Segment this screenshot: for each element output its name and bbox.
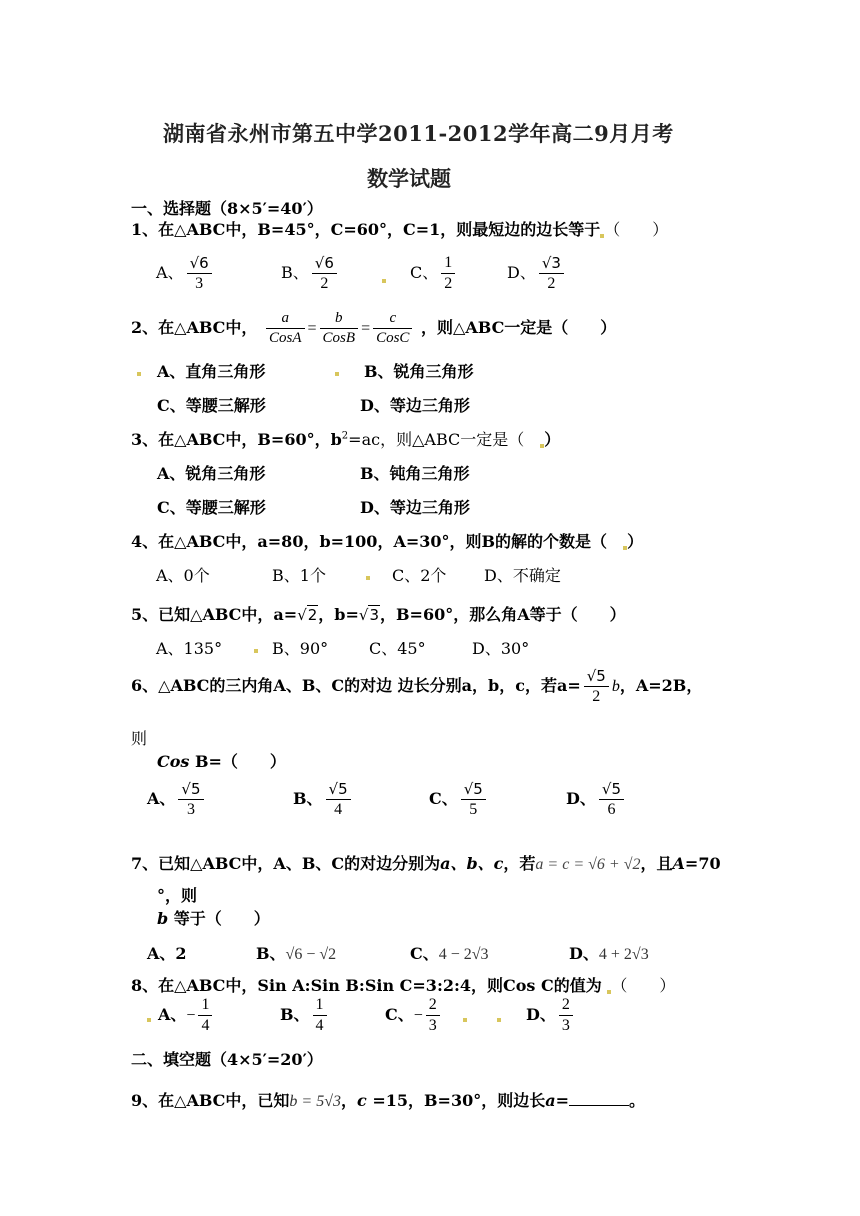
question-4-text: 4、在△ABC中，a=80，b=100，A=30°，则B的解的个数是（ — [131, 532, 608, 551]
question-7-line2: °，则 — [157, 886, 198, 905]
fraction — [312, 254, 337, 293]
numerator: 2 — [426, 996, 440, 1016]
q6-option-d — [566, 780, 627, 819]
option-expr: √6 − √2 — [285, 946, 337, 963]
mark-dot — [254, 649, 258, 653]
question-7-lead: 7、已知△ABC中，A、B、C的对边分别为 — [131, 854, 441, 873]
option-label: D、 — [566, 789, 596, 808]
paren-close: ） — [544, 430, 561, 449]
question-9-mid2: =15，B=30°，则边长 — [366, 1091, 546, 1110]
q2-option-c: C、等腰三解形 — [157, 396, 266, 415]
denominator: 4 — [201, 1017, 210, 1034]
question-5-mid: ，b= — [318, 605, 359, 624]
section-heading-fill: 二、填空题（4×5′=20′） — [131, 1050, 323, 1069]
q3-option-c: C、等腰三解形 — [157, 498, 266, 517]
q5-option-a: A、135° — [156, 639, 223, 658]
option-label: B、 — [256, 944, 286, 963]
option-label: A、 — [156, 263, 184, 282]
fraction — [320, 310, 359, 347]
denominator: 3 — [186, 801, 195, 818]
question-7-tail: ，且 — [640, 854, 673, 873]
numerator: c — [373, 310, 412, 329]
denominator: 6 — [607, 801, 616, 818]
denominator: 4 — [334, 801, 343, 818]
mark-dot — [147, 1018, 151, 1022]
equals-sign: = — [361, 320, 371, 337]
q8-option-c — [385, 996, 443, 1035]
q2-option-b: B、锐角三角形 — [364, 362, 474, 381]
fraction — [178, 780, 203, 819]
question-8 — [131, 973, 675, 996]
fraction — [539, 254, 564, 293]
question-3 — [131, 427, 560, 450]
question-2-lead: 2、在△ABC中， — [131, 318, 258, 337]
q6-option-c — [429, 780, 489, 819]
option-label: A、 — [147, 789, 176, 808]
fraction — [559, 996, 573, 1035]
numerator: 2 — [559, 996, 573, 1016]
question-9-expr: b = 5√3 — [289, 1093, 341, 1110]
radicand: 2 — [307, 606, 318, 624]
fraction — [599, 780, 624, 819]
q8-option-d — [526, 996, 576, 1035]
question-2 — [131, 310, 616, 347]
option-label: B、 — [293, 789, 323, 808]
question-1 — [131, 217, 668, 240]
fraction — [313, 996, 327, 1035]
mark-dot — [497, 1018, 501, 1022]
q2-option-d: D、等边三角形 — [360, 396, 470, 415]
option-label: B、 — [281, 263, 309, 282]
fraction — [373, 310, 412, 347]
mark-dot — [335, 372, 339, 376]
paren-close: （ ） — [611, 976, 676, 995]
question-6-line3 — [157, 749, 286, 772]
numerator: √5 — [178, 780, 203, 800]
question-1-paren: （ ） — [604, 220, 669, 239]
page-subtitle: 数学试题 — [367, 166, 451, 191]
denominator: CosB — [322, 330, 356, 346]
denominator: 3 — [195, 275, 204, 292]
paren-close: ） — [627, 532, 644, 551]
option-label: D、 — [569, 944, 599, 963]
fraction — [461, 780, 486, 819]
q3-option-d: D、等边三角形 — [360, 498, 470, 517]
question-6-lead: 6、△ABC的三内角A、B、C的对边 边长分别a，b，c，若a= — [131, 676, 581, 695]
denominator: CosA — [269, 330, 302, 346]
denominator: 3 — [561, 1017, 570, 1034]
question-5 — [131, 602, 626, 625]
option-label: A、 — [158, 1005, 187, 1024]
numerator: √6 — [312, 254, 337, 274]
equals-sign: = — [307, 320, 317, 337]
q4-option-c: C、2个 — [392, 566, 447, 585]
numerator: a — [266, 310, 305, 329]
numerator: 1 — [441, 254, 455, 274]
numerator: √5 — [599, 780, 624, 800]
option-label: D、 — [507, 263, 536, 282]
q3-option-b: B、钝角三角形 — [360, 464, 470, 483]
denominator: CosC — [376, 330, 410, 346]
variable-c: c — [357, 1091, 367, 1110]
question-6-line3-tail: B=（ ） — [189, 752, 286, 771]
denominator: 2 — [547, 275, 556, 292]
option-label: B、 — [280, 1005, 310, 1024]
option-label: C、 — [429, 789, 458, 808]
question-9-end: 。 — [629, 1091, 646, 1110]
numerator: 1 — [313, 996, 327, 1016]
q6-option-b — [293, 780, 354, 819]
q5-option-c: C、45° — [369, 639, 426, 658]
q7-option-c — [410, 941, 489, 964]
sqrt-2: √2 — [297, 606, 318, 624]
variable-b: b — [157, 909, 169, 928]
question-6-line2: 则 — [131, 729, 148, 748]
variable-b: b — [611, 678, 620, 695]
fraction — [441, 254, 455, 293]
question-7-line3-tail: 等于（ ） — [168, 909, 270, 928]
denominator: 2 — [592, 688, 601, 705]
q3-option-a: A、锐角三角形 — [157, 464, 266, 483]
option-expr: 4 + 2√3 — [598, 946, 649, 963]
q4-option-b: B、1个 — [272, 566, 326, 585]
option-expr: 4 − 2√3 — [438, 946, 489, 963]
fraction — [266, 310, 305, 347]
question-4 — [131, 529, 643, 552]
fraction — [584, 667, 609, 706]
question-9-lead: 9、在△ABC中，已知 — [131, 1091, 290, 1110]
question-7-vars: a、b、c — [440, 854, 504, 873]
question-5-tail: ，B=60°，那么角A等于（ ） — [380, 605, 626, 624]
question-9 — [131, 1088, 645, 1111]
denominator: 2 — [444, 275, 453, 292]
q7-option-d — [569, 941, 649, 964]
denominator: 5 — [469, 801, 478, 818]
question-9-mid: ， — [341, 1091, 358, 1110]
denominator: 3 — [428, 1017, 437, 1034]
question-1-text: 1、在△ABC中，B=45°，C=60°，C=1，则最短边的边长等于 — [131, 220, 601, 239]
q1-option-c — [410, 254, 458, 293]
option-label: A、2 — [147, 944, 187, 963]
answer-blank[interactable] — [569, 1091, 629, 1106]
sqrt-3: √3 — [358, 606, 380, 624]
question-5-lead: 5、已知△ABC中，a= — [131, 605, 298, 624]
variable-a: a — [545, 1091, 556, 1110]
q7-option-a — [147, 941, 187, 964]
numerator: √5 — [326, 780, 351, 800]
option-label: C、 — [410, 263, 439, 282]
q4-option-a: A、0个 — [156, 566, 210, 585]
minus-sign: − — [413, 1007, 423, 1024]
denominator: 4 — [315, 1017, 324, 1034]
question-9-tail: = — [555, 1091, 569, 1110]
variable-a-angle: A — [672, 854, 685, 873]
question-3-tail: =ac，则△ABC一定是（ — [348, 430, 525, 449]
numerator: √3 — [539, 254, 564, 274]
q1-option-b — [281, 254, 340, 293]
question-6-tail: ，A=2B， — [619, 676, 703, 695]
question-7-mid: ，若 — [503, 854, 536, 873]
section-heading-choice: 一、选择题（8×5′=40′） — [131, 199, 323, 218]
numerator: b — [320, 310, 359, 329]
question-7-line3 — [157, 906, 270, 929]
mark-dot — [382, 279, 386, 283]
q4-option-d: D、不确定 — [484, 566, 561, 585]
numerator: 1 — [198, 996, 212, 1016]
option-label: C、 — [385, 1005, 414, 1024]
fraction — [187, 254, 212, 293]
question-7-expr: a = c = √6 + √2 — [535, 856, 641, 873]
option-label: D、 — [526, 1005, 556, 1024]
numerator: √5 — [461, 780, 486, 800]
numerator: √5 — [584, 667, 609, 687]
question-6 — [131, 667, 702, 706]
question-3-lead: 3、在△ABC中，B=60°，b — [131, 430, 342, 449]
radicand: 3 — [369, 606, 380, 624]
q5-option-d: D、30° — [472, 639, 530, 658]
q2-option-a: A、直角三角形 — [157, 362, 266, 381]
numerator: √6 — [187, 254, 212, 274]
mark-dot — [463, 1018, 467, 1022]
denominator: 2 — [320, 275, 329, 292]
question-2-tail: ，则△ABC一定是（ ） — [421, 318, 617, 337]
mark-dot — [137, 372, 141, 376]
q6-option-a — [147, 780, 207, 819]
fraction — [426, 996, 440, 1035]
q8-option-a — [158, 996, 215, 1035]
question-7 — [131, 851, 721, 874]
question-7-tail2: =70 — [684, 854, 721, 873]
q1-option-a — [156, 254, 215, 293]
option-label: C、 — [410, 944, 439, 963]
page-title: 湖南省永州市第五中学2011-2012学年高二9月月考 — [163, 121, 674, 146]
q8-option-b — [280, 996, 330, 1035]
q1-option-d — [507, 254, 567, 293]
question-8-text: 8、在△ABC中，Sin A:Sin B:Sin C=3:2:4，则Cos C的值为 — [131, 976, 602, 995]
superscript: 2 — [341, 430, 349, 442]
minus-sign: − — [186, 1007, 196, 1024]
mark-dot — [366, 576, 370, 580]
fraction — [198, 996, 212, 1035]
cos-label: Cos — [157, 752, 190, 771]
q7-option-b — [256, 941, 336, 964]
fraction — [326, 780, 351, 819]
q5-option-b: B、90° — [272, 639, 329, 658]
